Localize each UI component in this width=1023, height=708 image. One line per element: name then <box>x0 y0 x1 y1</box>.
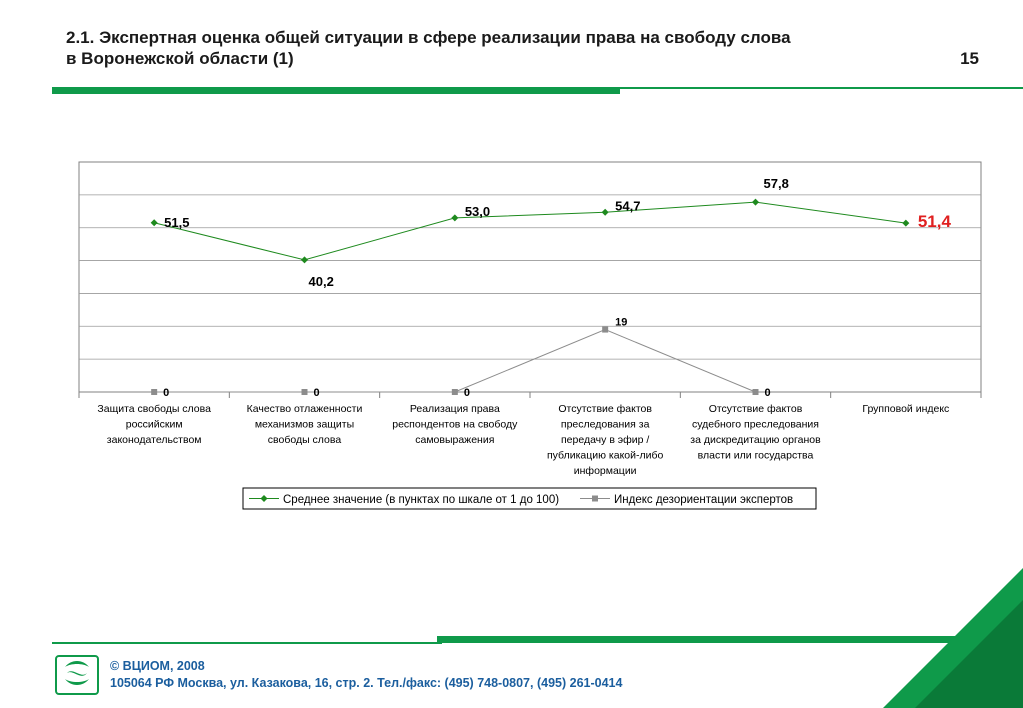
data-label-average: 53,0 <box>464 203 491 219</box>
data-label-average: 40,2 <box>308 273 334 289</box>
data-label-disorientation: 0 <box>313 387 320 399</box>
page-number: 15 <box>960 49 979 68</box>
data-label-average: 54,7 <box>615 198 641 214</box>
x-tick-label: Качество отлаженности механизмов защиты свободы слова <box>246 403 363 446</box>
data-label-disorientation: 0 <box>163 387 170 399</box>
legend-label-average: Среднее значение (в пунктах по шкале от 1 до 100) <box>283 494 560 506</box>
data-label-average: 57,8 <box>763 176 789 192</box>
data-label-disorientation: 0 <box>463 387 470 399</box>
x-tick-label: Отсутствие фактов преследования за передачу в эфир / публикацию какой-либо информации <box>546 403 664 477</box>
legend-label-disorientation: Индекс дезориентации экспертов <box>614 494 794 506</box>
vciom-logo-icon <box>55 655 99 695</box>
x-tick-label: Защита свободы слова российским законодательством <box>97 403 211 446</box>
data-label-average: 51,5 <box>164 214 190 230</box>
data-label-average: 51,4 <box>917 212 951 232</box>
x-tick-label: Отсутствие фактов судебного преследования за дискредитацию органов власти или государства <box>690 403 821 462</box>
x-tick-label: Реализация права респондентов на свободу самовыражения <box>392 403 518 446</box>
x-tick-label: Групповой индекс <box>862 403 950 415</box>
footer <box>110 658 622 692</box>
data-label-disorientation: 0 <box>764 387 771 399</box>
title-line-1: 2.1. Экспертная оценка общей ситуации в сфере реализации права на свободу слова <box>66 28 791 47</box>
footer-address: 105064 РФ Москва, ул. Казакова, 16, стр. 2. Тел./факс: (495) 748-0807, (495) 261-0414 <box>110 676 623 690</box>
footer-copyright: © ВЦИОМ, 2008 <box>110 659 205 673</box>
title-line-2: в Воронежской области (1) <box>66 49 294 68</box>
data-label-disorientation: 19 <box>615 316 628 329</box>
